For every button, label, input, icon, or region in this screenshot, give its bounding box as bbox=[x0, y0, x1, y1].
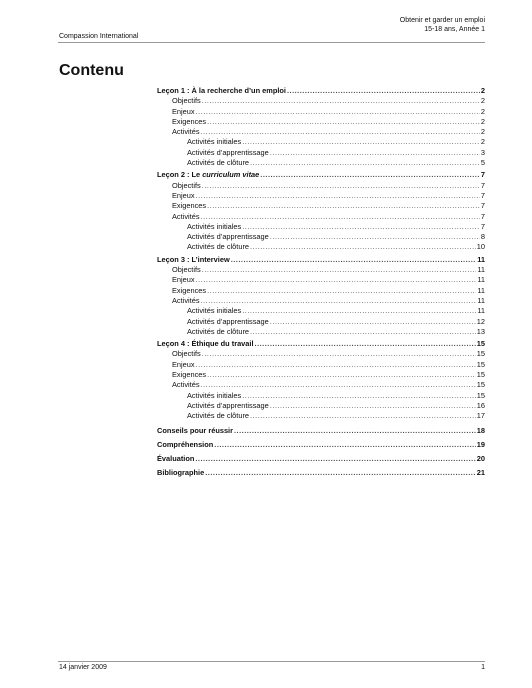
toc-leader-dots bbox=[196, 191, 480, 201]
toc-leader-dots bbox=[250, 327, 476, 337]
header-title-line-1: Obtenir et garder un emploi bbox=[399, 17, 485, 24]
toc-page-number: 7 bbox=[480, 221, 485, 231]
toc-item[interactable] bbox=[157, 265, 485, 275]
toc-lesson-title: Leçon 3 : L’interview bbox=[157, 254, 230, 264]
toc-item[interactable] bbox=[157, 275, 485, 285]
toc-lesson-heading[interactable] bbox=[157, 86, 485, 96]
toc-subitem-label: Activités de clôture bbox=[187, 411, 250, 421]
toc-lesson-2 bbox=[157, 170, 485, 252]
toc-subitem-label: Activités d’apprentissage bbox=[187, 232, 269, 242]
toc-leader-dots bbox=[205, 468, 476, 478]
toc-item-label: Exigences bbox=[172, 370, 207, 380]
toc-subitem[interactable] bbox=[157, 317, 485, 327]
toc-item-label: Enjeux bbox=[172, 106, 195, 116]
toc-leader-dots bbox=[207, 117, 480, 127]
toc-leader-dots bbox=[242, 222, 480, 232]
toc-leader-dots bbox=[202, 181, 480, 191]
toc-item-label: Enjeux bbox=[172, 275, 195, 285]
toc-lesson-heading[interactable] bbox=[157, 339, 485, 349]
footer-page-number: 1 bbox=[481, 664, 485, 671]
toc-page-number: 7 bbox=[480, 180, 485, 190]
toc-page-number: 17 bbox=[476, 411, 485, 421]
toc-item-label: Enjeux bbox=[172, 190, 195, 200]
toc-page-number: 15 bbox=[476, 370, 485, 380]
toc-page-number: 2 bbox=[480, 86, 485, 95]
toc-item[interactable] bbox=[157, 349, 485, 359]
toc-item-label: Activités bbox=[172, 295, 200, 305]
toc-item-label: Exigences bbox=[172, 201, 207, 211]
toc-subitem-label: Activités d’apprentissage bbox=[187, 147, 269, 157]
toc-page-number: 7 bbox=[480, 190, 485, 200]
toc-leader-dots bbox=[287, 86, 480, 96]
toc-page-number: 2 bbox=[480, 106, 485, 116]
toc-leader-dots bbox=[201, 296, 477, 306]
table-of-contents bbox=[157, 86, 485, 479]
toc-leader-dots bbox=[196, 360, 476, 370]
toc-item[interactable] bbox=[157, 296, 485, 306]
toc-leader-dots bbox=[270, 317, 476, 327]
toc-page-number: 15 bbox=[476, 339, 485, 349]
toc-item-label: Objectifs bbox=[172, 349, 201, 359]
toc-page-number: 2 bbox=[480, 96, 485, 106]
page-title: Contenu bbox=[59, 62, 124, 79]
toc-page-number: 2 bbox=[480, 127, 485, 137]
header-organization: Compassion International bbox=[59, 33, 139, 40]
toc-section-bibliographie[interactable] bbox=[157, 468, 485, 478]
footer-date: 14 janvier 2009 bbox=[59, 664, 107, 671]
toc-leader-dots bbox=[242, 137, 480, 147]
toc-leader-dots bbox=[242, 306, 476, 316]
toc-item-label: Exigences bbox=[172, 116, 207, 126]
toc-subitem[interactable] bbox=[157, 411, 485, 421]
toc-leader-dots bbox=[270, 232, 480, 242]
toc-subitem[interactable] bbox=[157, 306, 485, 316]
toc-page-number: 12 bbox=[476, 316, 485, 326]
toc-section-conseils[interactable] bbox=[157, 426, 485, 436]
toc-section-label: Bibliographie bbox=[157, 468, 205, 478]
toc-page-number: 11 bbox=[477, 265, 485, 275]
toc-leader-dots bbox=[242, 391, 476, 401]
header-title-line-2: 15-18 ans, Année 1 bbox=[424, 25, 485, 33]
toc-item-label: Objectifs bbox=[172, 96, 201, 106]
toc-page-number: 15 bbox=[476, 380, 485, 390]
toc-leader-dots bbox=[196, 107, 480, 117]
toc-subitem-label: Activités d’apprentissage bbox=[187, 400, 269, 410]
toc-subitem[interactable] bbox=[157, 148, 485, 158]
toc-leader-dots bbox=[201, 380, 476, 390]
toc-leader-dots bbox=[207, 286, 476, 296]
toc-subitem-label: Activités initiales bbox=[187, 221, 242, 231]
toc-page-number: 2 bbox=[480, 137, 485, 147]
toc-leader-dots bbox=[196, 275, 477, 285]
toc-page-number: 20 bbox=[476, 454, 485, 464]
toc-leader-dots bbox=[214, 440, 476, 450]
toc-page-number: 15 bbox=[476, 349, 485, 359]
toc-item[interactable] bbox=[157, 370, 485, 380]
toc-page-number: 8 bbox=[480, 232, 485, 242]
toc-leader-dots bbox=[231, 255, 476, 265]
toc-lesson-heading[interactable] bbox=[157, 170, 485, 180]
toc-lesson-4 bbox=[157, 339, 485, 421]
toc-section-evaluation[interactable] bbox=[157, 454, 485, 464]
toc-item-label: Activités bbox=[172, 127, 200, 137]
toc-page-number: 11 bbox=[477, 295, 485, 305]
toc-lesson-title: Leçon 4 : Éthique du travail bbox=[157, 339, 254, 349]
toc-subitem-label: Activités initiales bbox=[187, 390, 242, 400]
toc-page-number: 11 bbox=[477, 285, 485, 295]
toc-item-label: Activités bbox=[172, 380, 200, 390]
toc-item[interactable] bbox=[157, 127, 485, 137]
toc-subitem[interactable] bbox=[157, 327, 485, 337]
toc-subitem[interactable] bbox=[157, 391, 485, 401]
toc-leader-dots bbox=[201, 212, 480, 222]
toc-page-number: 15 bbox=[476, 359, 485, 369]
toc-leader-dots bbox=[250, 242, 476, 252]
toc-leader-dots bbox=[260, 170, 480, 180]
toc-lesson-title: Leçon 1 : À la recherche d’un emploi bbox=[157, 86, 286, 95]
toc-subitem[interactable] bbox=[157, 158, 485, 168]
header-divider bbox=[58, 42, 485, 43]
toc-leader-dots bbox=[255, 339, 476, 349]
toc-subitem[interactable] bbox=[157, 401, 485, 411]
toc-item-label: Objectifs bbox=[172, 265, 201, 275]
toc-page-number: 7 bbox=[480, 201, 485, 211]
toc-lesson-heading[interactable] bbox=[157, 255, 485, 265]
toc-item-label: Activités bbox=[172, 211, 200, 221]
toc-item[interactable] bbox=[157, 107, 485, 117]
toc-lesson-1 bbox=[157, 86, 485, 168]
toc-subitem-label: Activités de clôture bbox=[187, 158, 250, 168]
toc-section-label: Conseils pour réussir bbox=[157, 425, 233, 435]
header-document-title bbox=[400, 17, 485, 34]
toc-page-number: 15 bbox=[476, 390, 485, 400]
toc-subitem-label: Activités de clôture bbox=[187, 242, 250, 252]
toc-item[interactable] bbox=[157, 212, 485, 222]
toc-item[interactable] bbox=[157, 181, 485, 191]
toc-page-number: 7 bbox=[480, 170, 485, 180]
toc-section-comprehension[interactable] bbox=[157, 440, 485, 450]
toc-leader-dots bbox=[250, 411, 476, 421]
toc-page-number: 7 bbox=[480, 211, 485, 221]
toc-subitem[interactable] bbox=[157, 232, 485, 242]
toc-item[interactable] bbox=[157, 201, 485, 211]
footer-divider bbox=[58, 661, 485, 662]
toc-leader-dots bbox=[202, 96, 480, 106]
toc-leader-dots bbox=[207, 201, 480, 211]
toc-item[interactable] bbox=[157, 380, 485, 390]
toc-leader-dots bbox=[270, 148, 480, 158]
toc-item[interactable] bbox=[157, 360, 485, 370]
toc-subitem-label: Activités d’apprentissage bbox=[187, 316, 269, 326]
toc-leader-dots bbox=[202, 265, 477, 275]
toc-item-label: Exigences bbox=[172, 285, 207, 295]
toc-page-number: 18 bbox=[476, 425, 485, 435]
toc-page-number: 11 bbox=[477, 306, 485, 316]
toc-page-number: 2 bbox=[480, 116, 485, 126]
toc-page-number: 10 bbox=[476, 242, 485, 252]
toc-subitem-label: Activités initiales bbox=[187, 306, 242, 316]
toc-item-label: Enjeux bbox=[172, 359, 195, 369]
toc-page-number: 5 bbox=[480, 158, 485, 168]
toc-leader-dots bbox=[270, 401, 476, 411]
toc-lesson-3 bbox=[157, 255, 485, 337]
toc-lesson-title: Leçon 2 : Le curriculum vitae bbox=[157, 170, 260, 180]
toc-item[interactable] bbox=[157, 191, 485, 201]
toc-section-label: Compréhension bbox=[157, 439, 214, 449]
toc-page-number: 19 bbox=[476, 439, 485, 449]
toc-page-number: 21 bbox=[476, 468, 485, 478]
toc-page-number: 11 bbox=[477, 254, 485, 264]
toc-subitem[interactable] bbox=[157, 137, 485, 147]
toc-subitem-label: Activités de clôture bbox=[187, 326, 250, 336]
toc-page-number: 3 bbox=[480, 147, 485, 157]
toc-leader-dots bbox=[250, 158, 480, 168]
toc-page-number: 13 bbox=[476, 326, 485, 336]
toc-page-number: 16 bbox=[476, 400, 485, 410]
toc-page-number: 11 bbox=[477, 275, 485, 285]
toc-leader-dots bbox=[207, 370, 476, 380]
toc-leader-dots bbox=[202, 349, 476, 359]
toc-subitem[interactable] bbox=[157, 222, 485, 232]
toc-item[interactable] bbox=[157, 117, 485, 127]
toc-leader-dots bbox=[234, 426, 476, 436]
toc-item[interactable] bbox=[157, 96, 485, 106]
toc-subitem[interactable] bbox=[157, 242, 485, 252]
toc-subitem-label: Activités initiales bbox=[187, 137, 242, 147]
toc-section-label: Évaluation bbox=[157, 454, 195, 464]
toc-leader-dots bbox=[201, 127, 480, 137]
toc-item-label: Objectifs bbox=[172, 180, 201, 190]
toc-leader-dots bbox=[195, 454, 475, 464]
toc-item[interactable] bbox=[157, 286, 485, 296]
